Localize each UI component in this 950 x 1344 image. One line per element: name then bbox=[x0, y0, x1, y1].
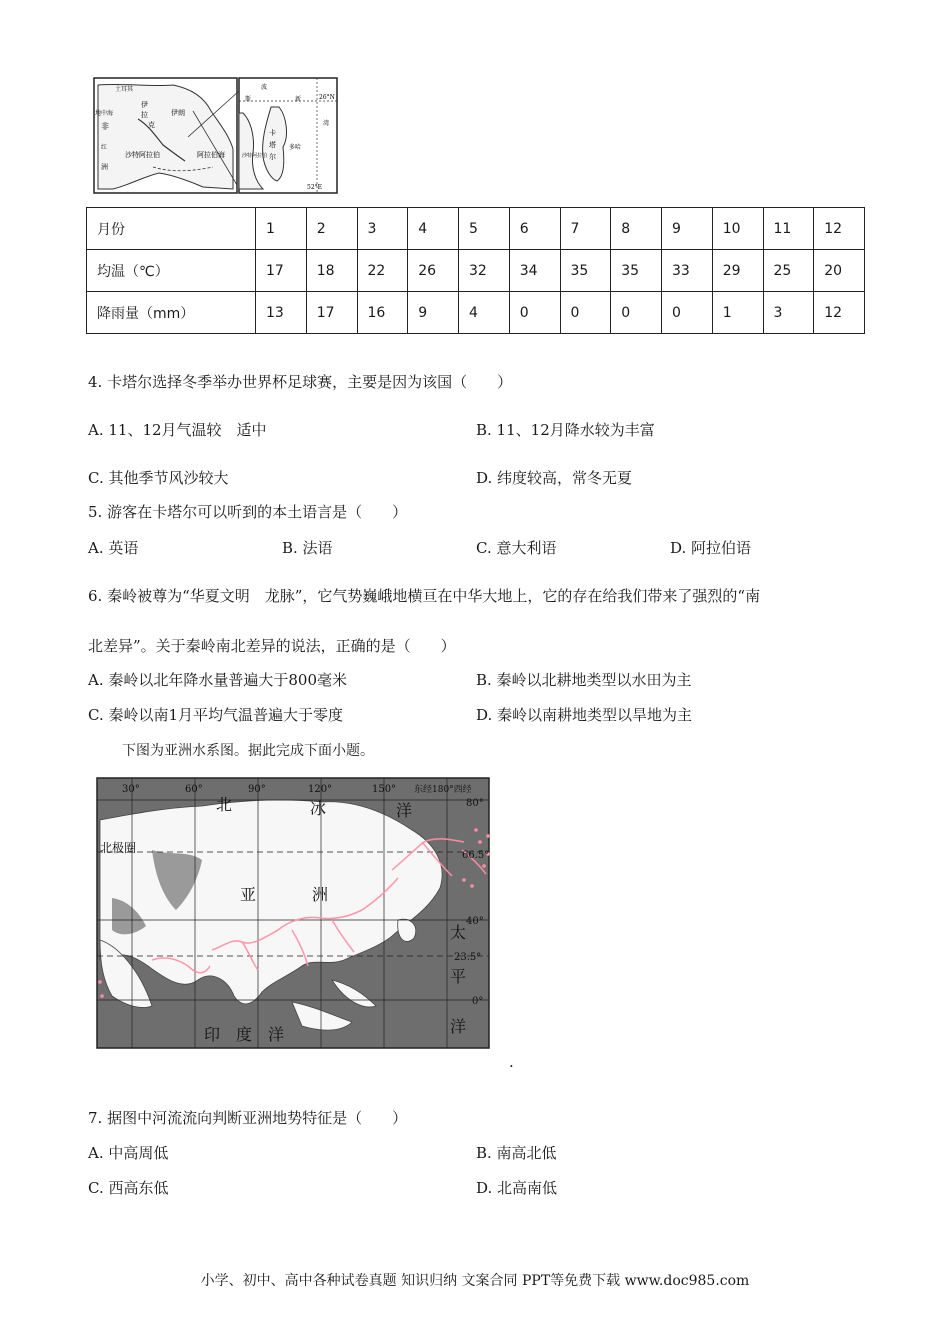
table-cell: 32 bbox=[459, 250, 510, 292]
label-ya: 亚 bbox=[240, 885, 257, 904]
label-arctic-circle: 北极圈 bbox=[100, 841, 137, 855]
table-row-temperature bbox=[87, 250, 865, 292]
question-4-option-d[interactable]: D. 纬度较高，常冬无夏 bbox=[476, 469, 633, 487]
table-cell: 9 bbox=[662, 208, 713, 250]
question-5-option-d[interactable]: D. 阿拉伯语 bbox=[670, 539, 752, 557]
table-cell: 17 bbox=[306, 292, 357, 334]
label-la: 拉 bbox=[141, 111, 148, 119]
table-cell: 29 bbox=[712, 250, 763, 292]
question-5-option-b[interactable]: B. 法语 bbox=[282, 539, 333, 557]
table-cell: 7 bbox=[560, 208, 611, 250]
label-ping: 平 bbox=[450, 967, 467, 986]
question-6-option-c[interactable]: C. 秦岭以南1月平均气温普遍大于零度 bbox=[88, 706, 344, 724]
inset-ka: 卡 bbox=[269, 129, 276, 137]
table-cell: 3 bbox=[763, 292, 814, 334]
table-cell: 4 bbox=[408, 208, 459, 250]
table-cell: 22 bbox=[357, 250, 408, 292]
middle-east-map bbox=[93, 77, 339, 195]
label-yang-arctic: 洋 bbox=[396, 801, 413, 820]
question-4-stem: 4. 卡塔尔选择冬季举办世界杯足球赛，主要是因为该国（ ） bbox=[88, 373, 513, 391]
label-fei: 非 bbox=[101, 122, 109, 131]
label-bing: 冰 bbox=[310, 799, 327, 818]
lat-label-0: 0° bbox=[472, 996, 484, 1007]
table-row-rainfall bbox=[87, 292, 865, 334]
table-cell: 26 bbox=[408, 250, 459, 292]
asia-map-intro: 下图为亚洲水系图。据此完成下面小题。 bbox=[122, 743, 374, 759]
question-7-option-b[interactable]: B. 南高北低 bbox=[476, 1144, 557, 1162]
label-zhou: 洲 bbox=[101, 163, 108, 171]
question-6-option-d[interactable]: D. 秦岭以南耕地类型以旱地为主 bbox=[476, 706, 693, 724]
lat-label-66-5: 66.5° bbox=[462, 850, 490, 861]
question-5-option-a[interactable]: A. 英语 bbox=[88, 539, 139, 557]
inset-52e: 52°E bbox=[307, 184, 323, 191]
table-cell: 17 bbox=[256, 250, 307, 292]
table-header-temperature: 均温（℃） bbox=[87, 250, 256, 292]
table-cell: 13 bbox=[256, 292, 307, 334]
inset-bo: 波 bbox=[261, 84, 268, 91]
table-cell: 35 bbox=[560, 250, 611, 292]
label-iran: 伊朗 bbox=[171, 109, 185, 117]
table-header-rainfall: 降雨量（mm） bbox=[87, 292, 256, 334]
table-cell: 4 bbox=[459, 292, 510, 334]
table-cell: 9 bbox=[408, 292, 459, 334]
lat-label-40: 40° bbox=[466, 916, 484, 927]
question-6-stem-line1: 6. 秦岭被尊为“华夏文明 龙脉”，它气势巍峨地横亘在中华大地上，它的存在给我们带来了强烈的“南 bbox=[88, 587, 761, 605]
table-header-month: 月份 bbox=[87, 208, 256, 250]
table-cell: 2 bbox=[306, 208, 357, 250]
table-cell: 18 bbox=[306, 250, 357, 292]
label-yang-pacific: 洋 bbox=[450, 1017, 467, 1036]
question-7-option-a[interactable]: A. 中高周低 bbox=[88, 1144, 169, 1162]
question-5-stem: 5. 游客在卡塔尔可以听到的本土语言是（ ） bbox=[88, 503, 408, 521]
label-turkey: 土耳其 bbox=[115, 86, 134, 93]
label-zhou: 洲 bbox=[312, 885, 329, 904]
table-cell: 25 bbox=[763, 250, 814, 292]
table-cell: 10 bbox=[712, 208, 763, 250]
table-cell: 5 bbox=[459, 208, 510, 250]
lon-label-30: 30° bbox=[122, 784, 140, 795]
question-4-option-c[interactable]: C. 其他季节风沙较大 bbox=[88, 469, 229, 487]
label-north: 北 bbox=[216, 795, 233, 814]
question-7-option-d[interactable]: D. 北高南低 bbox=[476, 1179, 558, 1197]
inset-26n: 26°N bbox=[319, 94, 335, 101]
table-cell: 1 bbox=[256, 208, 307, 250]
table-cell: 20 bbox=[814, 250, 865, 292]
inset-er: 尔 bbox=[269, 153, 276, 161]
inset-si: 斯 bbox=[245, 96, 252, 103]
table-row-months bbox=[87, 208, 865, 250]
table-cell: 0 bbox=[560, 292, 611, 334]
lon-label-120: 120° bbox=[308, 784, 333, 795]
inset-saudi: 沙特阿拉伯 bbox=[242, 153, 268, 159]
lat-label-23-5: 23.5° bbox=[454, 952, 482, 963]
question-4-option-a[interactable]: A. 11、12月气温较 适中 bbox=[88, 421, 267, 439]
question-4-option-b[interactable]: B. 11、12月降水较为丰富 bbox=[476, 421, 655, 439]
label-saudi: 沙特阿拉伯 bbox=[125, 151, 160, 159]
lon-label-60: 60° bbox=[185, 784, 203, 795]
label-ke: 克 bbox=[148, 121, 155, 129]
table-cell: 11 bbox=[763, 208, 814, 250]
label-yi: 伊 bbox=[141, 101, 148, 109]
asia-water-system-map bbox=[92, 770, 496, 1056]
inset-ta: 塔 bbox=[269, 141, 276, 149]
label-red: 红 bbox=[101, 144, 108, 151]
question-7-option-c[interactable]: C. 西高东低 bbox=[88, 1179, 169, 1197]
table-cell: 8 bbox=[611, 208, 662, 250]
lon-label-90: 90° bbox=[248, 784, 266, 795]
label-tai: 太 bbox=[450, 923, 467, 942]
table-cell: 0 bbox=[509, 292, 560, 334]
lon-label-180: 东经180°西经 bbox=[414, 785, 472, 795]
table-cell: 6 bbox=[509, 208, 560, 250]
table-cell: 16 bbox=[357, 292, 408, 334]
table-cell: 12 bbox=[814, 208, 865, 250]
map-dot: . bbox=[509, 1053, 514, 1071]
table-cell: 12 bbox=[814, 292, 865, 334]
question-5-option-c[interactable]: C. 意大利语 bbox=[476, 539, 557, 557]
lat-label-80: 80° bbox=[466, 798, 484, 809]
question-6-stem-line2: 北差异”。关于秦岭南北差异的说法，正确的是（ ） bbox=[88, 637, 456, 655]
table-cell: 34 bbox=[509, 250, 560, 292]
table-cell: 35 bbox=[611, 250, 662, 292]
inset-doha: 多哈 bbox=[289, 144, 302, 151]
table-cell: 0 bbox=[662, 292, 713, 334]
table-cell: 0 bbox=[611, 292, 662, 334]
inset-wan: 湾 bbox=[323, 120, 330, 127]
climate-table bbox=[86, 207, 865, 334]
label-mediterranean: 地中海 bbox=[95, 110, 114, 117]
table-cell: 3 bbox=[357, 208, 408, 250]
inset-xin: 新 bbox=[295, 96, 302, 103]
label-indian-ocean: 印 度 洋 bbox=[204, 1025, 285, 1044]
table-cell: 33 bbox=[662, 250, 713, 292]
question-6-option-a[interactable]: A. 秦岭以北年降水量普遍大于800毫米 bbox=[88, 671, 348, 689]
lon-label-150: 150° bbox=[372, 784, 397, 795]
question-6-option-b[interactable]: B. 秦岭以北耕地类型以水田为主 bbox=[476, 671, 692, 689]
label-arabian-sea: 阿拉伯海 bbox=[197, 151, 225, 159]
page-footer: 小学、初中、高中各种试卷真题 知识归纳 文案合同 PPT等免费下载 www.doc985.com bbox=[200, 1273, 750, 1289]
table-cell: 1 bbox=[712, 292, 763, 334]
question-7-stem: 7. 据图中河流流向判断亚洲地势特征是（ ） bbox=[88, 1109, 408, 1127]
